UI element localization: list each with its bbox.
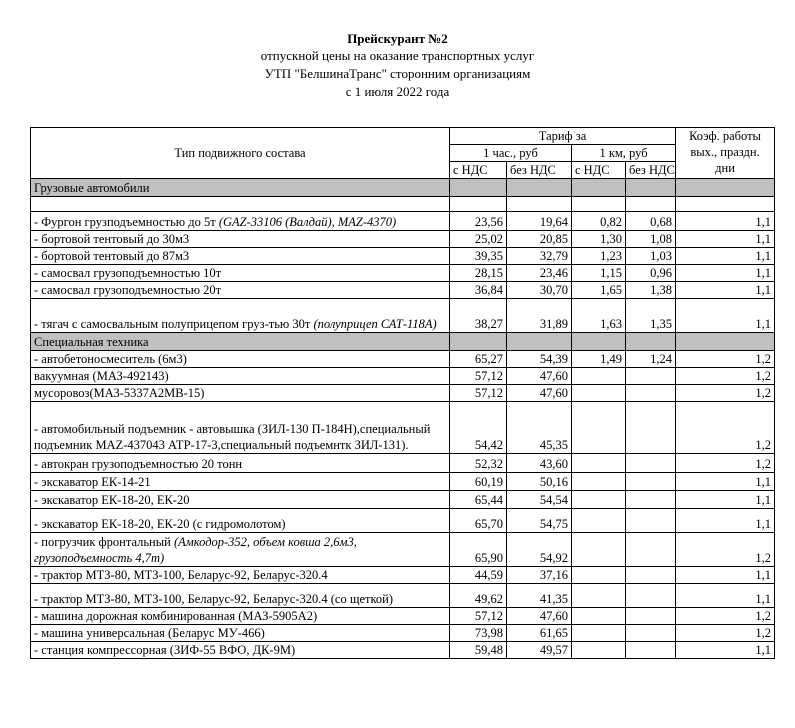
vehicle-name-text: - самосвал грузоподъемностью 10т	[34, 266, 222, 280]
price-km-without-vat	[626, 509, 676, 533]
table-row	[31, 625, 775, 642]
vehicle-name-text: - автомобильный подъемник - автовышка (ЗИЛ-130 П-184Н),специальный подъемник MAZ-437043 АТР-17-3,специальный подъемнтк ЗИЛ-131).	[34, 422, 431, 452]
holiday-coefficient: 1,2	[676, 533, 775, 567]
price-hour-with-vat: 39,35	[450, 248, 507, 265]
price-hour-with-vat: 65,27	[450, 351, 507, 368]
table-row	[31, 351, 775, 368]
holiday-coefficient: 1,1	[676, 231, 775, 248]
price-km-without-vat	[626, 454, 676, 473]
price-km-with-vat	[572, 567, 626, 584]
vehicle-model-note: (GAZ-33106 (Валдай), MAZ-4370)	[218, 215, 397, 229]
col-header-type: Тип подвижного состава	[31, 128, 450, 179]
price-hour-without-vat: 54,92	[507, 533, 572, 567]
vehicle-name-text: мусоровоз(МАЗ-5337А2МВ-15)	[34, 386, 205, 400]
vehicle-name-text: - трактор МТЗ-80, МТЗ-100, Беларус-92, Беларус-320.4 (со щеткой)	[34, 592, 394, 606]
table-row	[31, 454, 775, 473]
table-row	[31, 533, 775, 567]
price-hour-without-vat: 23,46	[507, 265, 572, 282]
price-hour-without-vat: 41,35	[507, 584, 572, 608]
price-hour-without-vat: 30,70	[507, 282, 572, 299]
vehicle-name-text: вакуумная (МАЗ-492143)	[34, 369, 169, 383]
section-special: Специальная техника	[31, 333, 450, 351]
price-hour-with-vat: 65,44	[450, 491, 507, 509]
price-hour-without-vat: 47,60	[507, 385, 572, 402]
price-km-without-vat: 1,24	[626, 351, 676, 368]
price-km-without-vat	[626, 584, 676, 608]
price-km-with-vat: 1,15	[572, 265, 626, 282]
price-hour-with-vat: 23,56	[450, 212, 507, 231]
price-hour-without-vat: 32,79	[507, 248, 572, 265]
price-km-with-vat: 1,23	[572, 248, 626, 265]
table-row	[31, 248, 775, 265]
col-header-per-km: 1 км, руб	[572, 145, 676, 162]
price-hour-without-vat: 54,39	[507, 351, 572, 368]
vehicle-name-text: - тягач с самосвальным полуприцепом груз-тью 30т	[34, 317, 314, 331]
price-hour-with-vat: 52,32	[450, 454, 507, 473]
price-km-without-vat	[626, 642, 676, 659]
vehicle-name-text: - экскаватор ЕК-18-20, ЕК-20	[34, 493, 190, 507]
table-row	[31, 473, 775, 491]
price-km-with-vat	[572, 402, 626, 454]
vehicle-name	[31, 265, 450, 282]
col-header-km-with-vat: с НДС	[572, 162, 626, 179]
vehicle-name-text: - экскаватор ЕК-18-20, ЕК-20 (с гидромолотом)	[34, 517, 286, 531]
price-km-with-vat: 1,49	[572, 351, 626, 368]
price-km-with-vat	[572, 491, 626, 509]
price-km-without-vat: 1,03	[626, 248, 676, 265]
price-hour-with-vat: 59,48	[450, 642, 507, 659]
table-row	[31, 608, 775, 625]
vehicle-name-text: - экскаватор ЕК-14-21	[34, 475, 151, 489]
price-hour-without-vat: 49,57	[507, 642, 572, 659]
vehicle-name-text: - Фургон грузподъемностью до 5т	[34, 215, 219, 229]
price-km-without-vat	[626, 402, 676, 454]
document-title: Прейскурант №2	[347, 31, 448, 46]
holiday-coefficient: 1,1	[676, 642, 775, 659]
vehicle-name	[31, 282, 450, 299]
price-hour-without-vat: 20,85	[507, 231, 572, 248]
price-hour-without-vat: 47,60	[507, 368, 572, 385]
price-hour-with-vat: 57,12	[450, 608, 507, 625]
holiday-coefficient: 1,1	[676, 473, 775, 491]
vehicle-name	[31, 642, 450, 659]
table-row	[31, 212, 775, 231]
vehicle-name	[31, 248, 450, 265]
price-km-with-vat	[572, 509, 626, 533]
price-km-without-vat	[626, 567, 676, 584]
vehicle-name	[31, 608, 450, 625]
vehicle-name	[31, 402, 450, 454]
price-km-with-vat	[572, 642, 626, 659]
price-km-without-vat: 1,35	[626, 299, 676, 333]
table-row	[31, 265, 775, 282]
price-km-with-vat	[572, 368, 626, 385]
vehicle-name	[31, 212, 450, 231]
subtitle-line-1: отпускной цены на оказание транспортных услуг	[260, 48, 535, 63]
vehicle-name	[31, 473, 450, 491]
price-km-without-vat	[626, 473, 676, 491]
price-km-with-vat	[572, 584, 626, 608]
price-km-without-vat	[626, 608, 676, 625]
vehicle-name	[31, 385, 450, 402]
price-hour-with-vat: 65,90	[450, 533, 507, 567]
table-row	[31, 491, 775, 509]
section-trucks: Грузовые автомобили	[31, 179, 450, 197]
holiday-coefficient: 1,1	[676, 248, 775, 265]
price-km-with-vat	[572, 625, 626, 642]
price-hour-without-vat: 54,75	[507, 509, 572, 533]
price-km-without-vat	[626, 491, 676, 509]
price-hour-without-vat: 19,64	[507, 212, 572, 231]
holiday-coefficient: 1,2	[676, 625, 775, 642]
holiday-coefficient: 1,2	[676, 368, 775, 385]
price-hour-without-vat: 43,60	[507, 454, 572, 473]
price-km-without-vat: 1,38	[626, 282, 676, 299]
price-km-with-vat: 1,63	[572, 299, 626, 333]
vehicle-name	[31, 567, 450, 584]
price-km-without-vat	[626, 533, 676, 567]
col-header-coef: Коэф. работы вых., праздн. дни	[676, 128, 775, 179]
vehicle-name	[31, 491, 450, 509]
col-header-tariff: Тариф за	[450, 128, 676, 145]
vehicle-name	[31, 299, 450, 333]
table-row	[31, 368, 775, 385]
price-km-with-vat	[572, 454, 626, 473]
price-km-without-vat	[626, 625, 676, 642]
price-km-with-vat: 0,82	[572, 212, 626, 231]
price-hour-without-vat: 61,65	[507, 625, 572, 642]
vehicle-model-note: (Амкодор-352, объем ковша 2,6м3, грузоподъемность 4,7т)	[34, 535, 357, 565]
vehicle-name-text: - погрузчик фронтальный	[34, 535, 174, 549]
vehicle-name-text: - автокран грузоподъемностью 20 тонн	[34, 457, 243, 471]
price-km-without-vat: 0,68	[626, 212, 676, 231]
price-km-without-vat	[626, 385, 676, 402]
price-hour-with-vat: 57,12	[450, 368, 507, 385]
price-hour-with-vat: 65,70	[450, 509, 507, 533]
table-row	[31, 584, 775, 608]
vehicle-name-text: - трактор МТЗ-80, МТЗ-100, Беларус-92, Беларус-320.4	[34, 568, 328, 582]
price-km-with-vat	[572, 533, 626, 567]
price-km-with-vat	[572, 608, 626, 625]
price-hour-with-vat: 38,27	[450, 299, 507, 333]
holiday-coefficient: 1,1	[676, 509, 775, 533]
price-hour-without-vat: 47,60	[507, 608, 572, 625]
col-header-km-without-vat: без НДС	[626, 162, 676, 179]
vehicle-name-text: - машина дорожная комбинированная (МАЗ-5905А2)	[34, 609, 318, 623]
vehicle-name	[31, 231, 450, 248]
holiday-coefficient: 1,1	[676, 299, 775, 333]
vehicle-name	[31, 351, 450, 368]
col-header-per-hour: 1 час., руб	[450, 145, 572, 162]
subtitle-line-2: УТП "БелшинаТранс" сторонним организациям	[264, 66, 531, 81]
table-row	[31, 567, 775, 584]
price-km-with-vat: 1,30	[572, 231, 626, 248]
price-hour-without-vat: 31,89	[507, 299, 572, 333]
holiday-coefficient: 1,2	[676, 385, 775, 402]
vehicle-name-text: - автобетоносмеситель (6м3)	[34, 352, 187, 366]
holiday-coefficient: 1,2	[676, 351, 775, 368]
vehicle-name-text: - машина универсальная (Беларус МУ-466)	[34, 626, 265, 640]
holiday-coefficient: 1,1	[676, 567, 775, 584]
table-row	[31, 402, 775, 454]
price-hour-with-vat: 25,02	[450, 231, 507, 248]
holiday-coefficient: 1,2	[676, 402, 775, 454]
holiday-coefficient: 1,1	[676, 584, 775, 608]
vehicle-name-text: - бортовой тентовый до 87м3	[34, 249, 190, 263]
vehicle-name-text: - станция компрессорная (ЗИФ-55 ВФО, ДК-9М)	[34, 643, 296, 657]
table-row	[31, 642, 775, 659]
price-km-with-vat	[572, 473, 626, 491]
vehicle-name	[31, 584, 450, 608]
price-hour-without-vat: 54,54	[507, 491, 572, 509]
holiday-coefficient: 1,1	[676, 265, 775, 282]
vehicle-model-note: (полуприцеп САТ-118А)	[313, 317, 437, 331]
holiday-coefficient: 1,1	[676, 491, 775, 509]
price-hour-with-vat: 54,42	[450, 402, 507, 454]
price-hour-with-vat: 36,84	[450, 282, 507, 299]
table-row	[31, 299, 775, 333]
table-row	[31, 282, 775, 299]
vehicle-name-text: - бортовой тентовый до 30м3	[34, 232, 190, 246]
price-km-without-vat	[626, 368, 676, 385]
holiday-coefficient: 1,2	[676, 608, 775, 625]
vehicle-name	[31, 509, 450, 533]
price-hour-with-vat: 60,19	[450, 473, 507, 491]
price-km-without-vat: 0,96	[626, 265, 676, 282]
table-row	[31, 509, 775, 533]
price-hour-with-vat: 73,98	[450, 625, 507, 642]
holiday-coefficient: 1,1	[676, 212, 775, 231]
col-header-hour-with-vat: с НДС	[450, 162, 507, 179]
vehicle-name	[31, 625, 450, 642]
price-hour-with-vat: 44,59	[450, 567, 507, 584]
vehicle-name-text: - самосвал грузоподъемностью 20т	[34, 283, 222, 297]
price-km-without-vat: 1,08	[626, 231, 676, 248]
price-hour-with-vat: 28,15	[450, 265, 507, 282]
price-hour-with-vat: 49,62	[450, 584, 507, 608]
holiday-coefficient: 1,1	[676, 282, 775, 299]
price-hour-with-vat: 57,12	[450, 385, 507, 402]
price-table	[30, 127, 775, 659]
vehicle-name	[31, 454, 450, 473]
holiday-coefficient: 1,2	[676, 454, 775, 473]
price-hour-without-vat: 37,16	[507, 567, 572, 584]
col-header-hour-without-vat: без НДС	[507, 162, 572, 179]
subtitle-line-3: с 1 июля 2022 года	[345, 84, 450, 99]
price-km-with-vat: 1,65	[572, 282, 626, 299]
price-km-with-vat	[572, 385, 626, 402]
price-hour-without-vat: 45,35	[507, 402, 572, 454]
vehicle-name	[31, 533, 450, 567]
table-row	[31, 231, 775, 248]
vehicle-name	[31, 368, 450, 385]
table-row	[31, 385, 775, 402]
price-hour-without-vat: 50,16	[507, 473, 572, 491]
